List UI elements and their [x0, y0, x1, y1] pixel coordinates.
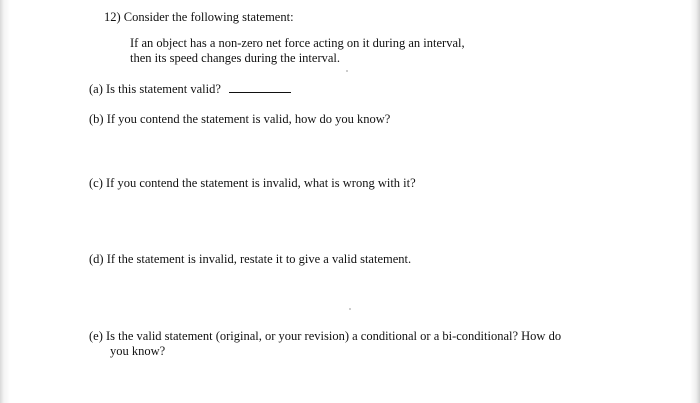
part-c: (c) If you contend the statement is invalid, what is wrong with it? — [89, 176, 416, 190]
page-edge-left — [0, 0, 10, 403]
part-a — [89, 82, 291, 97]
question-heading: 12) Consider the following statement: — [104, 10, 294, 24]
statement-line-1: If an object has a non-zero net force acting on it during an interval, — [130, 36, 465, 50]
scan-speck — [349, 308, 351, 310]
part-b: (b) If you contend the statement is valid, how do you know? — [89, 112, 391, 126]
page-edge-right — [690, 0, 700, 403]
scan-speck — [346, 70, 348, 72]
part-e-line-2: you know? — [110, 344, 166, 358]
part-d: (d) If the statement is invalid, restate it to give a valid statement. — [89, 252, 412, 266]
part-a-text: (a) Is this statement valid? — [89, 82, 221, 96]
part-e-line-1: (e) Is the valid statement (original, or your revision) a conditional or a bi-conditional? How do — [89, 329, 562, 343]
statement-line-2: then its speed changes during the interval. — [130, 51, 341, 65]
answer-blank[interactable] — [229, 82, 291, 93]
